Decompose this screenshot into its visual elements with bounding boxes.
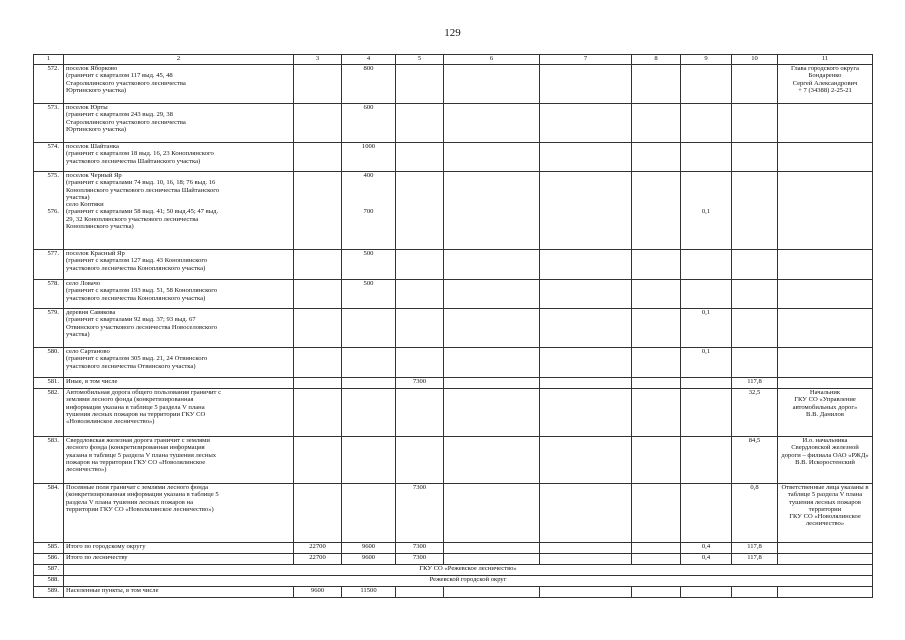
table-cell <box>681 587 732 598</box>
table-cell <box>540 437 632 484</box>
row-number-cell: 588. <box>34 576 64 587</box>
row-number-cell: 582. <box>34 389 64 437</box>
table-cell <box>778 250 873 280</box>
table-cell <box>632 104 681 143</box>
table-cell <box>294 280 342 309</box>
table-cell <box>632 65 681 104</box>
table-row <box>34 543 873 554</box>
table-row <box>34 65 873 104</box>
table-cell <box>540 543 632 554</box>
row-name-cell: Свердловская железная дорога граничит с землями лесного фонда (конкретизированная информация указана в таблице 5 раздела V плана тушения лесных пожаров на территории ГКУ СО «Новолялинское лесничество») <box>64 437 294 484</box>
table-cell: 9600 <box>294 587 342 598</box>
table-cell <box>632 587 681 598</box>
table-cell: 117,8 <box>732 378 778 389</box>
column-header: 6 <box>444 55 540 65</box>
table-cell <box>444 437 540 484</box>
table-row <box>34 143 873 172</box>
table-cell <box>540 250 632 280</box>
table-cell <box>732 143 778 172</box>
table-cell: Ответственные лица указаны в таблице 5 раздела V плана тушения лесных пожаров территории ГКУ СО «Новолялинское лесничество» <box>778 484 873 543</box>
section-title: ГКУ СО «Режевское лесничество» <box>64 565 873 576</box>
table-cell <box>444 587 540 598</box>
table-cell <box>396 280 444 309</box>
table-cell <box>444 172 540 250</box>
table-cell: 0,1 <box>681 348 732 378</box>
table-row <box>34 280 873 309</box>
table-cell: 7300 <box>396 543 444 554</box>
table-cell <box>632 543 681 554</box>
table-cell <box>778 587 873 598</box>
table-cell <box>540 280 632 309</box>
table-cell: 22700 <box>294 543 342 554</box>
column-header: 11 <box>778 55 873 65</box>
table-row <box>34 348 873 378</box>
table-cell <box>444 554 540 565</box>
table-cell: 0,1 <box>681 172 732 250</box>
table-cell <box>778 378 873 389</box>
table-cell <box>294 484 342 543</box>
table-cell <box>294 437 342 484</box>
table-cell <box>540 172 632 250</box>
table-cell <box>540 378 632 389</box>
table-cell <box>632 437 681 484</box>
table-cell <box>540 309 632 348</box>
fire-protection-table <box>33 54 873 598</box>
table-cell <box>778 280 873 309</box>
row-number-cell: 574. <box>34 143 64 172</box>
row-number-cell: 577. <box>34 250 64 280</box>
table-cell <box>632 280 681 309</box>
row-name-cell: Итого по лесничеству <box>64 554 294 565</box>
column-header: 1 <box>34 55 64 65</box>
row-name-cell: поселок Яборково (граничит с кварталом 117 выд. 45, 48 Старолялинского участкового лесничества Юртинского участка) <box>64 65 294 104</box>
table-cell: 84,5 <box>732 437 778 484</box>
table-cell <box>681 143 732 172</box>
row-number-cell: 589. <box>34 587 64 598</box>
section-title: Режевской городской округ <box>64 576 873 587</box>
table-row <box>34 389 873 437</box>
table-cell: 800 <box>342 65 396 104</box>
table-cell: 1000 <box>342 143 396 172</box>
table-cell <box>632 250 681 280</box>
table-cell <box>632 554 681 565</box>
column-header: 8 <box>632 55 681 65</box>
table-cell <box>632 389 681 437</box>
column-header: 9 <box>681 55 732 65</box>
table-cell <box>396 65 444 104</box>
table-cell <box>732 280 778 309</box>
table-cell <box>681 437 732 484</box>
row-number-cell: 579. <box>34 309 64 348</box>
table-cell <box>342 348 396 378</box>
table-cell: И.о. начальника Свердловской железной дороги – филиала ОАО «РЖД» В.В. Искоростенский <box>778 437 873 484</box>
table-cell: Начальник ГКУ СО «Управление автомобильных дорог» В.В. Данилов <box>778 389 873 437</box>
table-cell <box>732 65 778 104</box>
table-cell <box>540 348 632 378</box>
table-cell <box>444 348 540 378</box>
table-cell: 117,8 <box>732 554 778 565</box>
table-row <box>34 554 873 565</box>
row-number-cell: 572. <box>34 65 64 104</box>
column-header: 3 <box>294 55 342 65</box>
table-cell <box>294 348 342 378</box>
row-number-cell: 581. <box>34 378 64 389</box>
table-cell: 600 <box>342 104 396 143</box>
table-cell: 11500 <box>342 587 396 598</box>
row-name-cell: Автомобильная дорога общего пользования граничит с землями лесного фонда (конкретизированная информация указана в таблице 5 раздела V плана тушения лесных пожаров на территории ГКУ СО «Новолялинское лесничество») <box>64 389 294 437</box>
row-number-cell: 573. <box>34 104 64 143</box>
table-cell <box>294 250 342 280</box>
table-header <box>34 55 873 65</box>
table-cell: 9600 <box>342 554 396 565</box>
table-row <box>34 484 873 543</box>
table-cell: 500 <box>342 280 396 309</box>
table-cell <box>540 389 632 437</box>
table-cell <box>342 484 396 543</box>
table-cell <box>540 65 632 104</box>
table-cell <box>396 143 444 172</box>
table-cell <box>778 309 873 348</box>
table-cell <box>540 484 632 543</box>
table-cell: 500 <box>342 250 396 280</box>
table-row <box>34 250 873 280</box>
table-cell <box>444 378 540 389</box>
table-cell: 9600 <box>342 543 396 554</box>
table-cell <box>342 378 396 389</box>
table-cell <box>396 437 444 484</box>
table-cell <box>778 143 873 172</box>
table-cell <box>732 172 778 250</box>
table-cell <box>444 280 540 309</box>
table-cell <box>732 309 778 348</box>
row-name-cell: поселок Шайтанка (граничит с кварталом 18 выд. 16, 23 Коноплянского участкового лесничества Шайтанского участка) <box>64 143 294 172</box>
row-name-cell: Посевные поля граничат с землями лесного фонда (конкретизированная информация указана в таблице 5 раздела V плана тушения лесных пожаров на территории ГКУ СО «Новолялинское лесничество») <box>64 484 294 543</box>
table-row <box>34 104 873 143</box>
row-number-cell: 575. 576. <box>34 172 64 250</box>
row-name-cell: село Ловачо (граничит с кварталом 193 выд. 51, 58 Коноплянского участкового лесничества Коноплянского участка) <box>64 280 294 309</box>
row-number-cell: 580. <box>34 348 64 378</box>
table-cell <box>681 389 732 437</box>
table-cell: 7300 <box>396 484 444 543</box>
table-cell: 7300 <box>396 554 444 565</box>
column-header: 5 <box>396 55 444 65</box>
row-number-cell: 585. <box>34 543 64 554</box>
table-cell <box>681 280 732 309</box>
row-number-cell: 587. <box>34 565 64 576</box>
row-name-cell: поселок Черный Яр (граничит с кварталами 74 выд. 10, 16, 18; 76 выд. 16 Коноплянского участкового лесничества Шайтанского участка) село Коптяки (граничит с кварталами 58 выд. 41; 50 выд.45; 47 выд. 29, 32 Коноплянского участкового лесничества Коноплянского участка) <box>64 172 294 250</box>
section-row <box>34 576 873 587</box>
table-cell <box>342 389 396 437</box>
table-cell <box>396 250 444 280</box>
table-cell <box>778 348 873 378</box>
row-name-cell: поселок Красный Яр (граничит с кварталом 127 выд. 43 Коноплянского участкового лесничества Коноплянского участка) <box>64 250 294 280</box>
table-cell <box>778 104 873 143</box>
table-cell <box>396 389 444 437</box>
table-body <box>34 65 873 598</box>
row-number-cell: 584. <box>34 484 64 543</box>
table-cell <box>732 104 778 143</box>
table-cell <box>778 543 873 554</box>
table-cell <box>732 250 778 280</box>
table-cell <box>294 389 342 437</box>
table-cell: 0,1 <box>681 309 732 348</box>
table-cell <box>632 378 681 389</box>
table-cell <box>540 143 632 172</box>
table-row <box>34 587 873 598</box>
table-cell <box>778 554 873 565</box>
table-cell <box>294 143 342 172</box>
column-header: 4 <box>342 55 396 65</box>
table-cell <box>294 65 342 104</box>
table-cell <box>444 143 540 172</box>
table-row <box>34 309 873 348</box>
table-cell: 7300 <box>396 378 444 389</box>
row-number-cell: 578. <box>34 280 64 309</box>
row-number-cell: 583. <box>34 437 64 484</box>
table-cell <box>681 378 732 389</box>
row-number-cell: 586. <box>34 554 64 565</box>
table-cell <box>632 309 681 348</box>
table-cell <box>444 65 540 104</box>
table-cell <box>540 554 632 565</box>
table-cell <box>396 348 444 378</box>
row-name-cell: поселок Юрты (граничит с кварталом 243 выд. 29, 38 Старолялинского участкового лесничества Юртинского участка) <box>64 104 294 143</box>
column-header: 7 <box>540 55 632 65</box>
table-cell <box>444 250 540 280</box>
table-cell: 0,4 <box>681 554 732 565</box>
row-name-cell: Населенные пункты, в том числе <box>64 587 294 598</box>
table-cell <box>444 543 540 554</box>
table-cell <box>342 437 396 484</box>
column-header: 2 <box>64 55 294 65</box>
table-cell: Глава городского округа Бондаренко Сергей Александрович + 7 (34388) 2-25-21 <box>778 65 873 104</box>
table-cell <box>294 309 342 348</box>
table-cell <box>294 378 342 389</box>
table-cell <box>632 348 681 378</box>
table-cell <box>778 172 873 250</box>
table-cell <box>632 143 681 172</box>
table-cell: 400 700 <box>342 172 396 250</box>
table-cell <box>294 104 342 143</box>
table-row <box>34 378 873 389</box>
table-cell <box>540 104 632 143</box>
row-name-cell: деревня Савякова (граничит с кварталами 92 выд. 37; 93 выд. 67 Отвинского участкового лесничества Новоселовского участка) <box>64 309 294 348</box>
table-cell <box>732 587 778 598</box>
table-cell <box>396 104 444 143</box>
table-cell <box>681 65 732 104</box>
table-row <box>34 437 873 484</box>
table-cell: 32,5 <box>732 389 778 437</box>
table-cell <box>732 348 778 378</box>
row-name-cell: Иные, в том числе <box>64 378 294 389</box>
table-cell <box>540 587 632 598</box>
table-cell <box>632 484 681 543</box>
table-cell: 0,4 <box>681 543 732 554</box>
table-cell: 0,8 <box>732 484 778 543</box>
section-row <box>34 565 873 576</box>
table-cell: 22700 <box>294 554 342 565</box>
table-cell: 117,8 <box>732 543 778 554</box>
table-cell <box>396 309 444 348</box>
table-cell <box>396 172 444 250</box>
table-cell <box>294 172 342 250</box>
table-row <box>34 172 873 250</box>
table-cell <box>444 484 540 543</box>
table-cell <box>396 587 444 598</box>
page-number: 129 <box>444 27 461 39</box>
row-name-cell: Итого по городскому округу <box>64 543 294 554</box>
column-header: 10 <box>732 55 778 65</box>
table-cell <box>681 484 732 543</box>
row-name-cell: село Сартаново (граничит с кварталом 305 выд. 21, 24 Отвинского участкового лесничества Отвинского участка) <box>64 348 294 378</box>
table-cell <box>632 172 681 250</box>
table-cell <box>681 250 732 280</box>
table-cell <box>444 309 540 348</box>
table-cell <box>444 389 540 437</box>
table-cell <box>444 104 540 143</box>
table-cell <box>342 309 396 348</box>
table-cell <box>681 104 732 143</box>
